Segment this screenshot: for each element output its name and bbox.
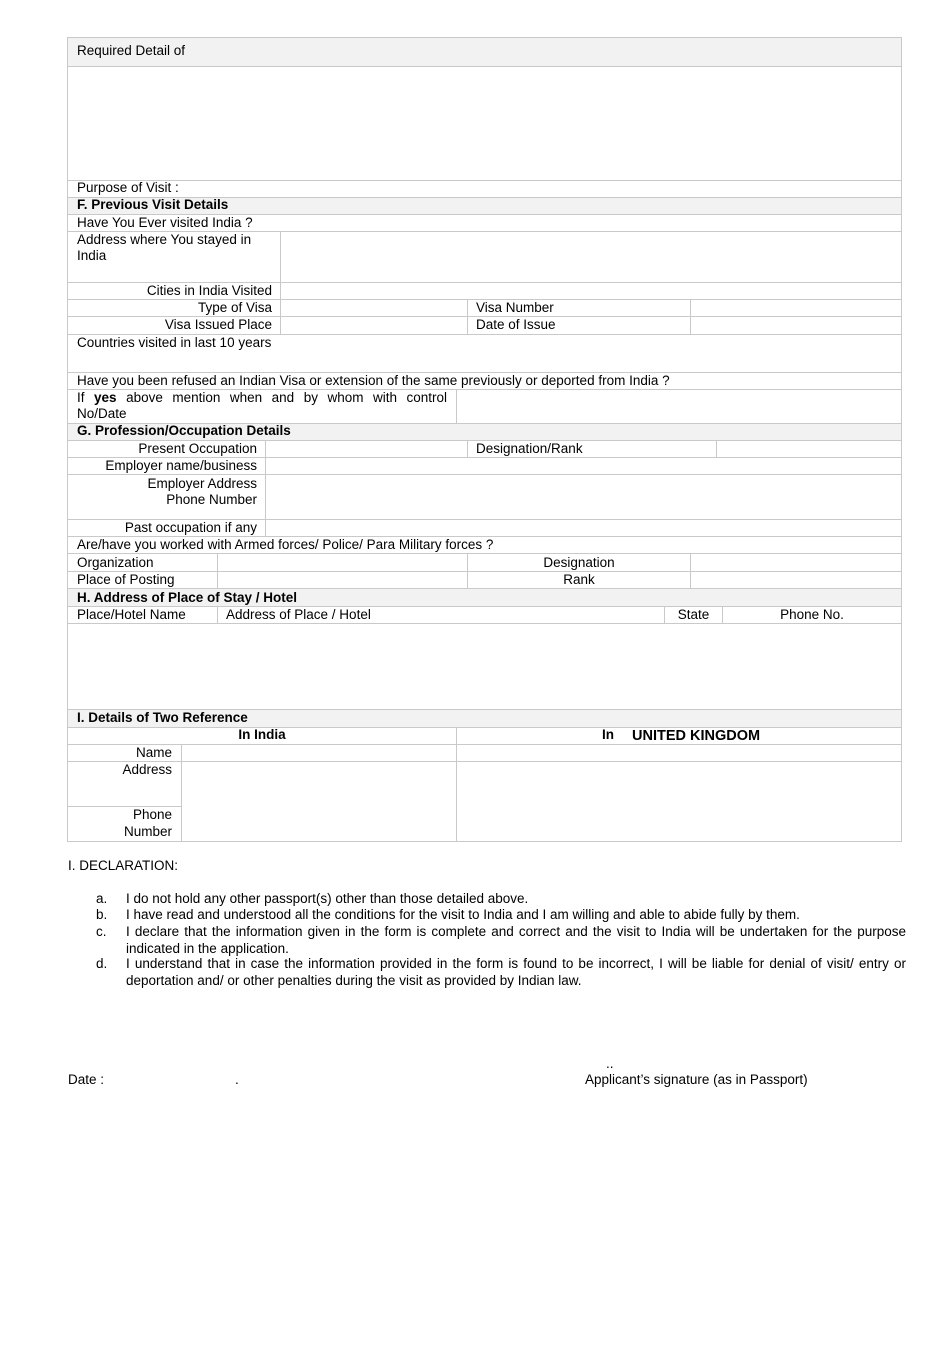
state-header: State bbox=[677, 607, 710, 622]
countries-visited-label: Countries visited in last 10 years bbox=[77, 335, 272, 350]
required-detail-header-bg bbox=[68, 38, 901, 66]
section-f-title: F. Previous Visit Details bbox=[77, 197, 229, 212]
reference-number-label: Number bbox=[123, 824, 172, 839]
other-country-value: UNITED KINGDOM bbox=[632, 728, 761, 744]
declaration-item-text: I understand that in case the information provided in the form is found to be incorrect, I will be liable for denial of visit/ entry or deportation and/ or other penalties during the visit as provided by Indian law. bbox=[126, 956, 906, 988]
india-reference-address-field[interactable] bbox=[182, 762, 456, 841]
visa-number-label: Visa Number bbox=[476, 300, 554, 315]
date-field[interactable] bbox=[110, 1070, 235, 1088]
visited-india-question: Have You Ever visited India ? bbox=[77, 215, 253, 230]
date-dot: . bbox=[235, 1072, 239, 1087]
if-yes-details-field[interactable] bbox=[457, 390, 901, 423]
employer-phone-label: Phone Number bbox=[166, 492, 257, 507]
uk-reference-address-field[interactable] bbox=[457, 762, 901, 841]
organization-field[interactable] bbox=[218, 554, 467, 571]
uk-reference-name-field[interactable] bbox=[457, 745, 901, 761]
address-place-hotel-header: Address of Place / Hotel bbox=[226, 607, 371, 622]
rank-field[interactable] bbox=[691, 572, 901, 588]
section-g-title: G. Profession/Occupation Details bbox=[77, 423, 291, 438]
section-i-title: I. Details of Two Reference bbox=[77, 710, 248, 725]
in-india-header: In India bbox=[238, 727, 286, 742]
india-reference-name-field[interactable] bbox=[182, 745, 456, 761]
declaration-item-label: a. bbox=[96, 891, 108, 906]
reference-phone-label: Phone bbox=[132, 807, 172, 822]
declaration-item-label: d. bbox=[96, 956, 108, 971]
armed-forces-question: Are/have you worked with Armed forces/ Police/ Para Military forces ? bbox=[77, 537, 494, 552]
declaration-item-label: b. bbox=[96, 907, 108, 922]
declaration-item-label: c. bbox=[96, 924, 107, 939]
declaration-item bbox=[96, 891, 906, 908]
rank-label: Rank bbox=[563, 572, 595, 587]
declaration-item bbox=[96, 924, 906, 957]
declaration-title: I. DECLARATION: bbox=[68, 858, 179, 873]
if-yes-label: If yes above mention when and by whom with control No/Date bbox=[77, 390, 447, 421]
declaration-item-text: I do not hold any other passport(s) other than those detailed above. bbox=[126, 891, 529, 906]
signature-field[interactable] bbox=[585, 1040, 825, 1070]
employer-address-field[interactable] bbox=[266, 475, 901, 519]
past-occupation-label: Past occupation if any bbox=[124, 520, 257, 535]
reference-address-label: Address bbox=[122, 762, 172, 777]
visa-number-field[interactable] bbox=[691, 300, 901, 316]
declaration-item bbox=[96, 907, 906, 924]
past-occupation-field[interactable] bbox=[266, 520, 901, 536]
date-label: Date : bbox=[68, 1072, 105, 1087]
designation-label: Designation bbox=[543, 555, 615, 570]
place-hotel-name-header: Place/Hotel Name bbox=[77, 607, 186, 622]
purpose-of-visit-label: Purpose of Visit : bbox=[77, 180, 179, 195]
place-of-posting-label: Place of Posting bbox=[77, 572, 175, 587]
refused-visa-question: Have you been refused an Indian Visa or extension of the same previously or deported from India ? bbox=[77, 373, 670, 388]
declaration-item bbox=[96, 956, 906, 989]
required-detail-field[interactable] bbox=[68, 67, 901, 180]
present-occupation-field[interactable] bbox=[266, 441, 467, 457]
cities-visited-label: Cities in India Visited bbox=[146, 283, 272, 298]
phone-no-header: Phone No. bbox=[780, 607, 844, 622]
type-of-visa-field[interactable] bbox=[281, 300, 467, 316]
type-of-visa-label: Type of Visa bbox=[197, 300, 272, 315]
organization-label: Organization bbox=[77, 555, 154, 570]
place-of-posting-field[interactable] bbox=[218, 572, 467, 588]
employer-name-field[interactable] bbox=[266, 458, 901, 474]
employer-name-label: Employer name/business bbox=[105, 458, 257, 473]
designation-field[interactable] bbox=[691, 554, 901, 571]
stay-details-field[interactable] bbox=[68, 624, 901, 709]
signature-dots: .. bbox=[606, 1056, 614, 1071]
required-detail-label: Required Detail of bbox=[77, 43, 186, 58]
in-header: In bbox=[602, 727, 614, 742]
cities-visited-field[interactable] bbox=[281, 283, 901, 299]
date-of-issue-label: Date of Issue bbox=[476, 317, 556, 332]
present-occupation-label: Present Occupation bbox=[138, 441, 257, 456]
section-h-title: H. Address of Place of Stay / Hotel bbox=[77, 590, 298, 605]
address-stayed-label: Address where You stayed in India bbox=[77, 232, 252, 263]
designation-rank-field[interactable] bbox=[717, 441, 901, 457]
visa-issued-place-field[interactable] bbox=[281, 317, 467, 334]
visa-issued-place-label: Visa Issued Place bbox=[164, 317, 272, 332]
signature-label: Applicant’s signature (as in Passport) bbox=[585, 1072, 808, 1087]
designation-rank-label: Designation/Rank bbox=[476, 441, 583, 456]
declaration-item-text: I have read and understood all the conditions for the visit to India and I am willing and able to abide fully by them. bbox=[126, 907, 800, 922]
date-of-issue-field[interactable] bbox=[691, 317, 901, 334]
reference-name-label: Name bbox=[135, 745, 172, 760]
address-stayed-field[interactable] bbox=[281, 232, 901, 282]
declaration-item-text: I declare that the information given in the form is complete and correct and the visit to India will be undertaken for the purpose indicated in the application. bbox=[126, 924, 906, 956]
employer-address-label: Employer Address bbox=[147, 476, 257, 491]
